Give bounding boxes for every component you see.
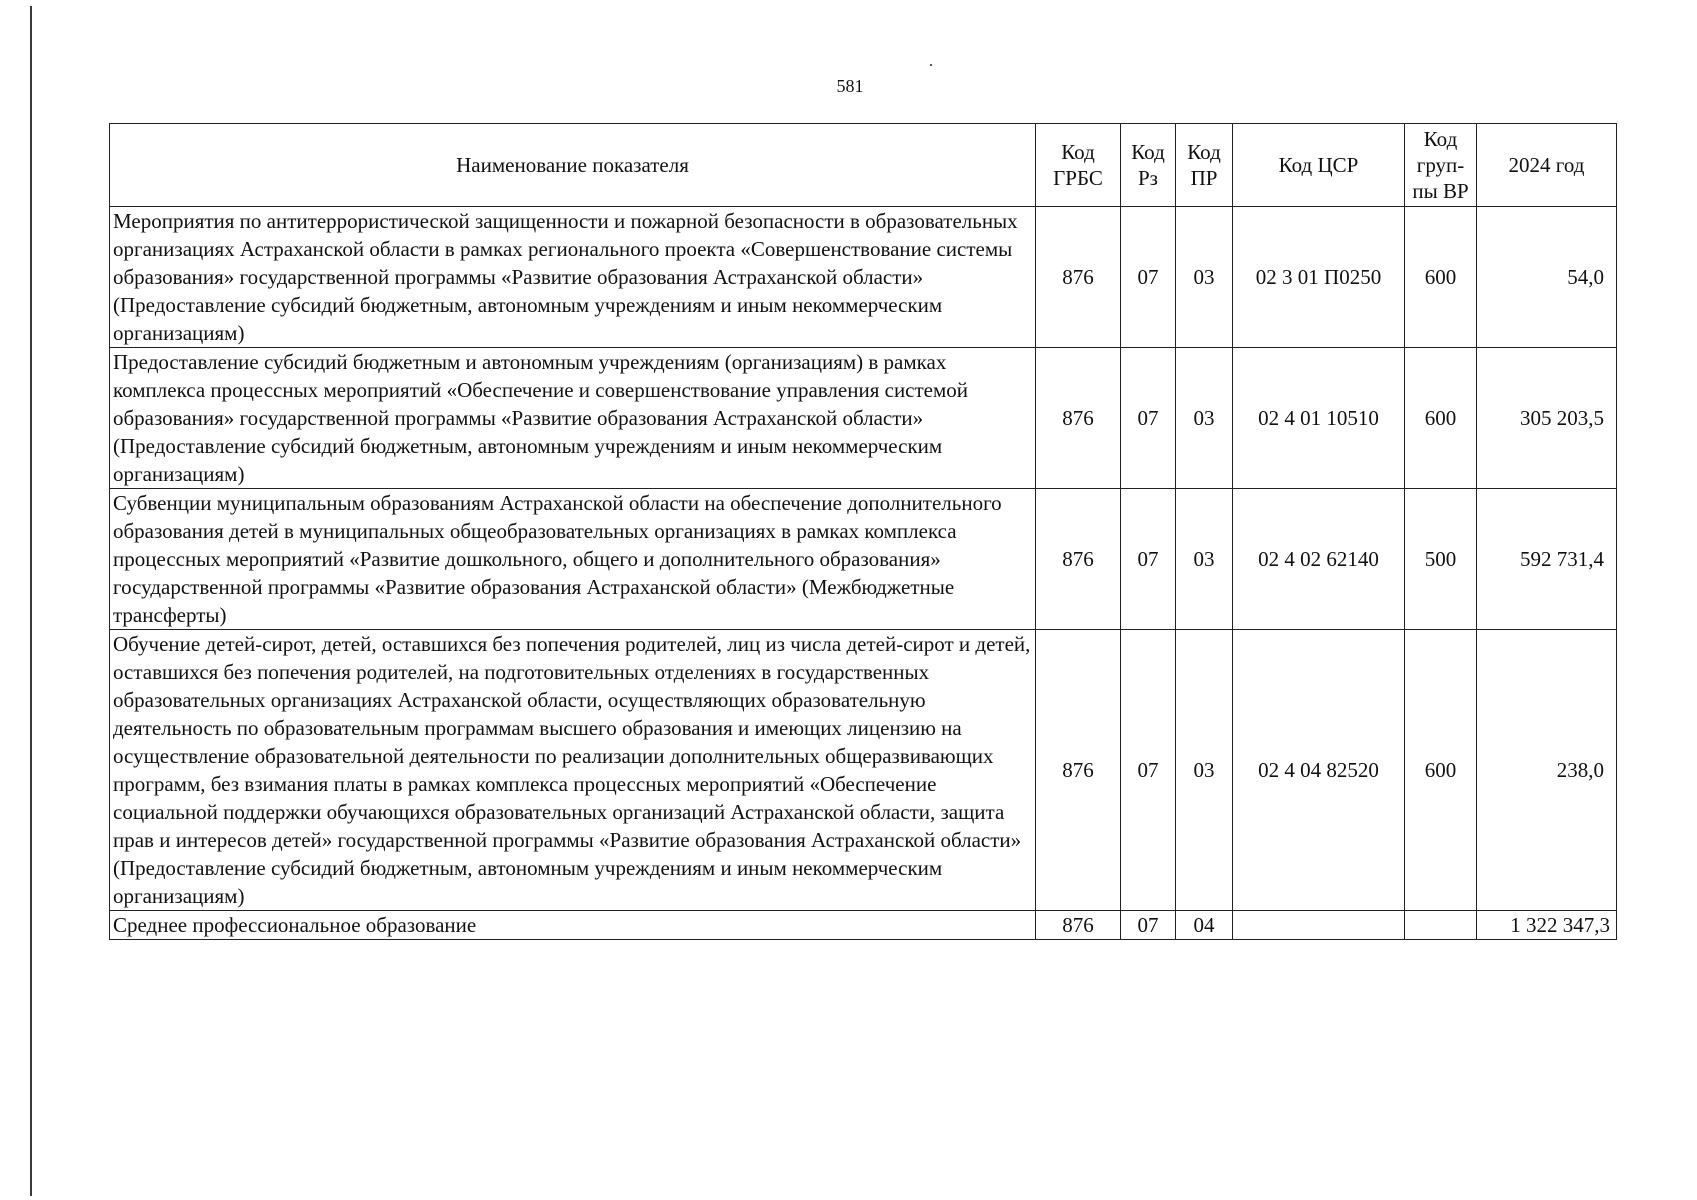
budget-table bbox=[109, 123, 1617, 940]
row-vr bbox=[1405, 911, 1477, 940]
row-name: Мероприятия по антитеррористической защищенности и пожарной безопасности в образовательных организациях Астраханской области в рамках регионального проекта «Совершенствование системы образования» государственной программы «Развитие образования Астраханской области» (Предоставление субсидий бюджетным, автономным учреждениям и иным некоммерческим организациям) bbox=[110, 207, 1036, 348]
row-grbs: 876 bbox=[1036, 911, 1121, 940]
row-amount: 1 322 347,3 bbox=[1477, 911, 1617, 940]
row-rz: 07 bbox=[1121, 630, 1176, 911]
row-rz: 07 bbox=[1121, 489, 1176, 630]
table-row bbox=[110, 630, 1617, 911]
row-pr: 03 bbox=[1176, 207, 1233, 348]
row-name: Среднее профессиональное образование bbox=[110, 911, 1036, 940]
row-csr: 02 4 01 10510 bbox=[1233, 348, 1405, 489]
page-number: 581 bbox=[836, 76, 864, 96]
row-pr: 03 bbox=[1176, 630, 1233, 911]
row-name: Субвенции муниципальным образованиям Астраханской области на обеспечение дополнительного образования детей в муниципальных общеобразовательных организациях в рамках комплекса процессных мероприятий «Развитие дошкольного, общего и дополнительного образования» государственной программы «Развитие образования Астраханской области» (Межбюджетные трансферты) bbox=[110, 489, 1036, 630]
header-pr: Код ПР bbox=[1176, 124, 1233, 207]
header-vr: Код груп- пы ВР bbox=[1405, 124, 1477, 207]
row-rz: 07 bbox=[1121, 911, 1176, 940]
table-header-row bbox=[110, 124, 1617, 207]
table-row bbox=[110, 911, 1617, 940]
row-grbs: 876 bbox=[1036, 489, 1121, 630]
table-row bbox=[110, 489, 1617, 630]
header-name: Наименование показателя bbox=[110, 124, 1036, 207]
row-name: Обучение детей-сирот, детей, оставшихся без попечения родителей, лиц из числа детей-сирот и детей, оставшихся без попечения родителей, на подготовительных отделениях в государственных образовательных организациях Астраханской области, осуществляющих образовательную деятельность по образовательным программам высшего образования и имеющих лицензию на осуществление образовательной деятельности по реализации дополнительных общеразвивающих программ, без взимания платы в рамках комплекса процессных мероприятий «Обеспечение социальной поддержки обучающихся образовательных организаций Астраханской области, защита прав и интересов детей» государственной программы «Развитие образования Астраханской области» (Предоставление субсидий бюджетным, автономным учреждениям и иным некоммерческим организациям) bbox=[110, 630, 1036, 911]
row-rz: 07 bbox=[1121, 348, 1176, 489]
header-year: 2024 год bbox=[1477, 124, 1617, 207]
row-vr: 600 bbox=[1405, 207, 1477, 348]
row-csr bbox=[1233, 911, 1405, 940]
table-row bbox=[110, 348, 1617, 489]
scan-edge-line bbox=[30, 6, 32, 1196]
row-vr: 500 bbox=[1405, 489, 1477, 630]
row-csr: 02 4 04 82520 bbox=[1233, 630, 1405, 911]
row-grbs: 876 bbox=[1036, 207, 1121, 348]
row-amount: 54,0 bbox=[1477, 207, 1617, 348]
row-csr: 02 4 02 62140 bbox=[1233, 489, 1405, 630]
row-vr: 600 bbox=[1405, 348, 1477, 489]
row-pr: 03 bbox=[1176, 348, 1233, 489]
row-grbs: 876 bbox=[1036, 630, 1121, 911]
row-amount: 305 203,5 bbox=[1477, 348, 1617, 489]
row-amount: 238,0 bbox=[1477, 630, 1617, 911]
row-rz: 07 bbox=[1121, 207, 1176, 348]
row-vr: 600 bbox=[1405, 630, 1477, 911]
row-pr: 04 bbox=[1176, 911, 1233, 940]
scan-speck bbox=[930, 64, 932, 66]
row-grbs: 876 bbox=[1036, 348, 1121, 489]
row-csr: 02 3 01 П0250 bbox=[1233, 207, 1405, 348]
row-pr: 03 bbox=[1176, 489, 1233, 630]
row-amount: 592 731,4 bbox=[1477, 489, 1617, 630]
header-rz: Код Рз bbox=[1121, 124, 1176, 207]
header-grbs: Код ГРБС bbox=[1036, 124, 1121, 207]
header-csr: Код ЦСР bbox=[1233, 124, 1405, 207]
table-row bbox=[110, 207, 1617, 348]
row-name: Предоставление субсидий бюджетным и автономным учреждениям (организациям) в рамках комплекса процессных мероприятий «Обеспечение и совершенствование управления системой образования» государственной программы «Развитие образования Астраханской области» (Предоставление субсидий бюджетным, автономным учреждениям и иным некоммерческим организациям) bbox=[110, 348, 1036, 489]
